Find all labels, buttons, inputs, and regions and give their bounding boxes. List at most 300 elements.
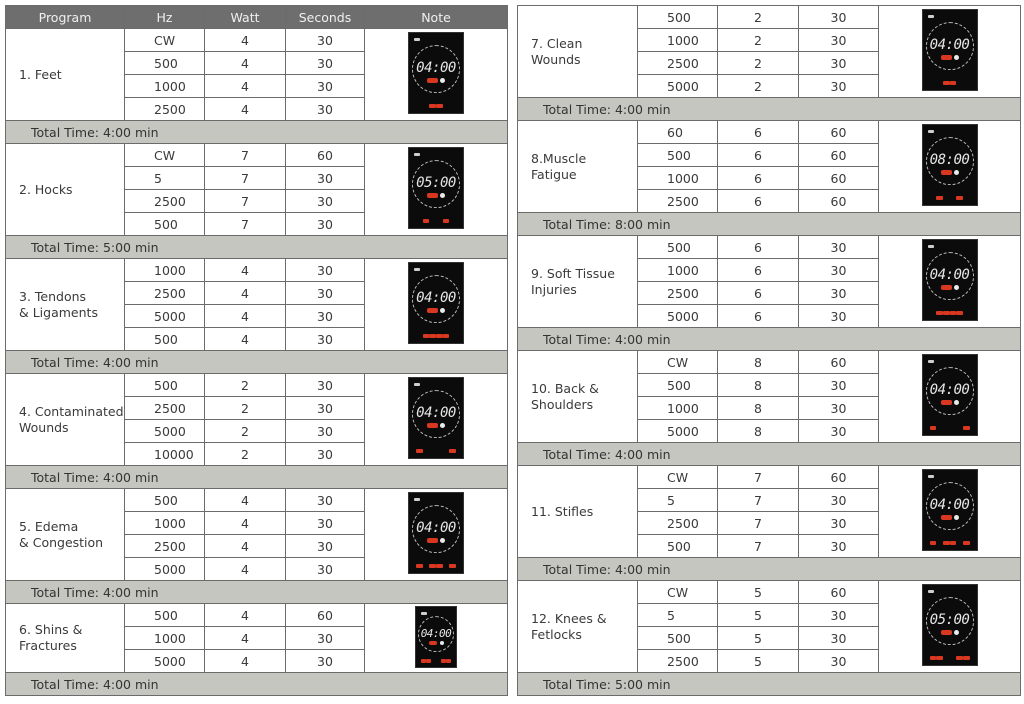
hz-cell: 1000 xyxy=(638,397,718,420)
note-cell xyxy=(365,604,508,673)
note-cell xyxy=(879,466,1021,558)
hz-cell: 2500 xyxy=(638,650,718,673)
seconds-cell: 30 xyxy=(799,52,879,75)
gear-icon xyxy=(954,515,959,520)
program-name-cell xyxy=(6,144,125,236)
led-indicator-icon xyxy=(449,449,456,453)
led-indicator-icon xyxy=(936,81,943,85)
mode-indicator-icon xyxy=(941,55,952,60)
total-time-label: Total Time: 4:00 min xyxy=(518,558,1021,581)
watt-cell: 4 xyxy=(205,627,286,650)
program-name-line: 9. Soft Tissue xyxy=(531,265,615,281)
display-time: 04:00 xyxy=(929,497,970,513)
display-time: 04:00 xyxy=(929,382,970,398)
table-row xyxy=(518,351,1021,374)
led-indicator-icon xyxy=(429,104,436,108)
hz-cell: 10000 xyxy=(125,443,205,466)
led-indicator-icon xyxy=(956,656,963,660)
seconds-cell: 30 xyxy=(286,443,365,466)
seconds-cell: 30 xyxy=(286,75,365,98)
led-indicator-icon xyxy=(436,104,443,108)
device-display-image xyxy=(408,377,464,459)
battery-icon xyxy=(414,268,420,271)
mode-indicator-icon xyxy=(427,78,438,83)
program-name-line: & Congestion xyxy=(19,534,104,550)
program-name-cell xyxy=(518,351,638,443)
watt-cell: 4 xyxy=(205,282,286,305)
watt-cell: 5 xyxy=(718,627,799,650)
note-cell xyxy=(365,374,508,466)
mode-indicator-icon xyxy=(941,285,952,290)
seconds-cell: 30 xyxy=(799,6,879,29)
led-indicator-icon xyxy=(936,656,943,660)
note-cell xyxy=(879,236,1021,328)
watt-cell: 6 xyxy=(718,167,799,190)
program-name-line: Wounds xyxy=(531,51,581,67)
led-indicator-icon xyxy=(449,219,456,223)
note-cell xyxy=(365,29,508,121)
hz-cell: 60 xyxy=(638,121,718,144)
watt-cell: 4 xyxy=(205,75,286,98)
program-name-line: 11. Stifles xyxy=(531,503,594,519)
program-name-cell xyxy=(518,6,638,98)
hz-cell: 1000 xyxy=(125,512,205,535)
total-time-label: Total Time: 5:00 min xyxy=(518,673,1021,696)
hz-cell: 2500 xyxy=(125,98,205,121)
led-indicator-icon xyxy=(429,219,436,223)
mode-indicator-icon xyxy=(427,538,438,543)
led-indicator-icon xyxy=(930,81,937,85)
battery-icon xyxy=(414,498,420,501)
program-name-line: 1. Feet xyxy=(19,66,62,82)
device-display-image xyxy=(408,32,464,114)
watt-cell: 5 xyxy=(718,581,799,604)
seconds-cell: 60 xyxy=(286,144,365,167)
total-time-row xyxy=(6,236,508,259)
led-indicator-icon xyxy=(950,81,957,85)
led-indicator-row xyxy=(923,196,977,200)
led-indicator-icon xyxy=(943,541,950,545)
hz-cell: 5 xyxy=(638,489,718,512)
led-indicator-icon xyxy=(449,564,456,568)
total-time-label: Total Time: 4:00 min xyxy=(518,98,1021,121)
program-name-line: 2. Hocks xyxy=(19,181,73,197)
hz-cell: 500 xyxy=(638,6,718,29)
mode-indicator-icon xyxy=(941,515,952,520)
seconds-cell: 60 xyxy=(799,190,879,213)
led-indicator-icon xyxy=(950,541,957,545)
led-indicator-icon xyxy=(950,311,957,315)
device-display-image xyxy=(922,584,978,666)
watt-cell: 4 xyxy=(205,29,286,52)
display-time: 04:00 xyxy=(420,626,452,640)
led-indicator-icon xyxy=(436,564,443,568)
table-row xyxy=(518,466,1021,489)
led-indicator-icon xyxy=(963,656,970,660)
seconds-cell: 30 xyxy=(799,282,879,305)
seconds-cell: 60 xyxy=(286,604,365,627)
note-cell xyxy=(879,351,1021,443)
led-indicator-icon xyxy=(416,219,423,223)
seconds-cell: 30 xyxy=(286,52,365,75)
mode-indicator-icon xyxy=(941,400,952,405)
seconds-cell: 30 xyxy=(286,305,365,328)
watt-cell: 8 xyxy=(718,351,799,374)
seconds-cell: 30 xyxy=(286,512,365,535)
device-display-image xyxy=(408,147,464,229)
mode-indicator-icon xyxy=(429,641,437,645)
hz-cell: CW xyxy=(125,144,205,167)
program-name-line: 12. Knees & xyxy=(531,610,607,626)
led-indicator-icon xyxy=(956,426,963,430)
total-time-label: Total Time: 4:00 min xyxy=(6,466,508,489)
device-display-image xyxy=(408,492,464,574)
device-display-image xyxy=(922,239,978,321)
total-time-label: Total Time: 4:00 min xyxy=(518,328,1021,351)
gear-icon xyxy=(440,308,445,313)
led-indicator-icon xyxy=(963,196,970,200)
seconds-cell: 30 xyxy=(799,650,879,673)
total-time-label: Total Time: 4:00 min xyxy=(6,673,508,696)
total-time-label: Total Time: 4:00 min xyxy=(518,443,1021,466)
watt-cell: 6 xyxy=(718,305,799,328)
hz-cell: 5000 xyxy=(638,305,718,328)
watt-cell: 2 xyxy=(718,29,799,52)
display-time: 04:00 xyxy=(416,290,456,306)
watt-cell: 2 xyxy=(718,6,799,29)
watt-cell: 2 xyxy=(718,52,799,75)
watt-cell: 6 xyxy=(718,144,799,167)
seconds-cell: 30 xyxy=(799,489,879,512)
device-display-image xyxy=(415,606,457,668)
hz-cell: 500 xyxy=(125,604,205,627)
hz-cell: 500 xyxy=(125,52,205,75)
program-name-line: Shoulders xyxy=(531,396,594,412)
led-indicator-icon xyxy=(950,196,957,200)
hz-cell: 500 xyxy=(638,236,718,259)
hz-cell: 5000 xyxy=(125,305,205,328)
program-name-cell xyxy=(518,236,638,328)
seconds-cell: 30 xyxy=(799,259,879,282)
battery-icon xyxy=(928,360,934,363)
program-name-line: 7. Clean xyxy=(531,35,583,51)
total-time-row xyxy=(518,98,1021,121)
device-display-image xyxy=(922,124,978,206)
watt-cell: 4 xyxy=(205,52,286,75)
led-indicator-icon xyxy=(443,219,450,223)
led-indicator-icon xyxy=(446,659,451,663)
display-time: 04:00 xyxy=(416,520,456,536)
gear-icon xyxy=(954,170,959,175)
hz-cell: CW xyxy=(638,466,718,489)
total-time-row xyxy=(6,673,508,696)
hz-cell: 2500 xyxy=(638,52,718,75)
battery-icon xyxy=(414,383,420,386)
led-indicator-icon xyxy=(443,449,450,453)
watt-cell: 7 xyxy=(205,144,286,167)
note-cell xyxy=(365,489,508,581)
led-indicator-icon xyxy=(930,311,937,315)
gear-icon xyxy=(440,193,445,198)
hz-cell: 500 xyxy=(638,627,718,650)
program-name-cell xyxy=(6,29,125,121)
total-time-row xyxy=(6,121,508,144)
watt-cell: 7 xyxy=(205,213,286,236)
display-time: 04:00 xyxy=(929,267,970,283)
watt-cell: 8 xyxy=(718,420,799,443)
watt-cell: 7 xyxy=(205,167,286,190)
right-program-table xyxy=(517,5,1021,696)
hz-cell: 5000 xyxy=(125,558,205,581)
led-indicator-row xyxy=(409,104,463,108)
hz-cell: 5000 xyxy=(125,650,205,673)
hz-cell: 500 xyxy=(125,489,205,512)
total-time-row xyxy=(518,328,1021,351)
led-indicator-icon xyxy=(443,104,450,108)
program-name-line: Fatigue xyxy=(531,166,577,182)
hz-cell: 1000 xyxy=(125,75,205,98)
watt-cell: 4 xyxy=(205,98,286,121)
hz-cell: 2500 xyxy=(125,397,205,420)
seconds-cell: 30 xyxy=(286,282,365,305)
watt-cell: 2 xyxy=(718,75,799,98)
device-display-image xyxy=(922,9,978,91)
watt-cell: 2 xyxy=(205,374,286,397)
seconds-cell: 30 xyxy=(799,535,879,558)
header-hz: Hz xyxy=(125,6,205,29)
led-indicator-icon xyxy=(930,541,937,545)
seconds-cell: 60 xyxy=(799,121,879,144)
seconds-cell: 30 xyxy=(286,98,365,121)
table-row xyxy=(518,121,1021,144)
gear-icon xyxy=(954,285,959,290)
seconds-cell: 60 xyxy=(799,167,879,190)
hz-cell: 1000 xyxy=(638,29,718,52)
hz-cell: 5 xyxy=(638,604,718,627)
watt-cell: 4 xyxy=(205,489,286,512)
mode-indicator-icon xyxy=(427,423,438,428)
led-indicator-icon xyxy=(936,311,943,315)
watt-cell: 7 xyxy=(718,512,799,535)
watt-cell: 5 xyxy=(718,604,799,627)
hz-cell: 500 xyxy=(125,374,205,397)
led-indicator-row xyxy=(923,656,977,660)
program-name-line: 5. Edema xyxy=(19,518,79,534)
led-indicator-row xyxy=(923,311,977,315)
hz-cell: 500 xyxy=(125,328,205,351)
total-time-label: Total Time: 4:00 min xyxy=(6,351,508,374)
table-row xyxy=(518,236,1021,259)
program-name-cell xyxy=(6,259,125,351)
display-time: 04:00 xyxy=(416,405,456,421)
led-indicator-icon xyxy=(429,564,436,568)
watt-cell: 7 xyxy=(718,535,799,558)
program-name-line: 10. Back & xyxy=(531,380,599,396)
watt-cell: 6 xyxy=(718,236,799,259)
battery-icon xyxy=(928,590,934,593)
seconds-cell: 30 xyxy=(286,328,365,351)
led-indicator-icon xyxy=(963,541,970,545)
display-time: 08:00 xyxy=(929,152,970,168)
watt-cell: 4 xyxy=(205,650,286,673)
watt-cell: 4 xyxy=(205,305,286,328)
table-row xyxy=(6,29,508,52)
program-name-line: 6. Shins & xyxy=(19,622,83,637)
gear-icon xyxy=(440,78,445,83)
seconds-cell: 30 xyxy=(286,558,365,581)
led-indicator-row xyxy=(923,81,977,85)
program-name-line: 8.Muscle xyxy=(531,150,587,166)
seconds-cell: 30 xyxy=(286,374,365,397)
table-row xyxy=(6,259,508,282)
battery-icon xyxy=(928,15,934,18)
hz-cell: 2500 xyxy=(638,190,718,213)
watt-cell: 7 xyxy=(718,489,799,512)
watt-cell: 2 xyxy=(205,443,286,466)
gear-icon xyxy=(440,538,445,543)
program-name-cell xyxy=(6,374,125,466)
total-time-label: Total Time: 4:00 min xyxy=(6,121,508,144)
seconds-cell: 30 xyxy=(286,259,365,282)
seconds-cell: 30 xyxy=(286,489,365,512)
watt-cell: 7 xyxy=(205,190,286,213)
mode-indicator-icon xyxy=(941,630,952,635)
led-indicator-icon xyxy=(436,449,443,453)
seconds-cell: 30 xyxy=(799,420,879,443)
led-indicator-icon xyxy=(429,334,436,338)
led-indicator-icon xyxy=(416,104,423,108)
led-indicator-row xyxy=(409,334,463,338)
hz-cell: 500 xyxy=(638,535,718,558)
seconds-cell: 30 xyxy=(799,627,879,650)
seconds-cell: 30 xyxy=(286,535,365,558)
note-cell xyxy=(879,581,1021,673)
seconds-cell: 30 xyxy=(799,397,879,420)
display-time: 04:00 xyxy=(416,60,456,76)
program-name-cell xyxy=(518,581,638,673)
led-indicator-icon xyxy=(943,81,950,85)
total-time-label: Total Time: 8:00 min xyxy=(518,213,1021,236)
led-indicator-icon xyxy=(956,196,963,200)
seconds-cell: 30 xyxy=(799,512,879,535)
total-time-row xyxy=(518,673,1021,696)
seconds-cell: 30 xyxy=(286,190,365,213)
led-indicator-icon xyxy=(423,449,430,453)
led-indicator-row xyxy=(409,564,463,568)
seconds-cell: 60 xyxy=(799,351,879,374)
header-watt: Watt xyxy=(205,6,286,29)
seconds-cell: 30 xyxy=(286,650,365,673)
watt-cell: 6 xyxy=(718,121,799,144)
led-indicator-icon xyxy=(936,541,943,545)
note-cell xyxy=(879,6,1021,98)
display-time: 04:00 xyxy=(929,37,970,53)
total-time-label: Total Time: 5:00 min xyxy=(6,236,508,259)
battery-icon xyxy=(414,38,420,41)
program-name-cell xyxy=(6,489,125,581)
led-indicator-icon xyxy=(436,334,443,338)
mode-indicator-icon xyxy=(427,193,438,198)
seconds-cell: 60 xyxy=(799,581,879,604)
watt-cell: 4 xyxy=(205,512,286,535)
led-indicator-icon xyxy=(963,311,970,315)
watt-cell: 2 xyxy=(205,397,286,420)
led-indicator-icon xyxy=(936,196,943,200)
battery-icon xyxy=(421,612,427,615)
gear-icon xyxy=(954,400,959,405)
hz-cell: CW xyxy=(125,29,205,52)
led-indicator-icon xyxy=(449,104,456,108)
left-program-table xyxy=(5,5,508,696)
led-indicator-row xyxy=(416,659,456,663)
watt-cell: 6 xyxy=(718,282,799,305)
table-header-row xyxy=(6,6,508,29)
hz-cell: 1000 xyxy=(125,627,205,650)
header-program: Program xyxy=(6,6,125,29)
led-indicator-icon xyxy=(943,311,950,315)
hz-cell: 2500 xyxy=(125,535,205,558)
gear-icon xyxy=(954,630,959,635)
hz-cell: 500 xyxy=(638,374,718,397)
hz-cell: 5 xyxy=(125,167,205,190)
led-indicator-icon xyxy=(943,426,950,430)
hz-cell: CW xyxy=(638,581,718,604)
seconds-cell: 30 xyxy=(799,75,879,98)
led-indicator-icon xyxy=(930,426,937,430)
battery-icon xyxy=(928,475,934,478)
mode-indicator-icon xyxy=(941,170,952,175)
watt-cell: 2 xyxy=(205,420,286,443)
battery-icon xyxy=(414,153,420,156)
seconds-cell: 30 xyxy=(799,374,879,397)
hz-cell: 500 xyxy=(638,144,718,167)
hz-cell: CW xyxy=(638,351,718,374)
led-indicator-icon xyxy=(423,334,430,338)
program-name-line: & Ligaments xyxy=(19,304,98,320)
seconds-cell: 30 xyxy=(286,397,365,420)
led-indicator-icon xyxy=(423,219,430,223)
program-name-cell xyxy=(6,604,125,673)
hz-cell: 5000 xyxy=(638,75,718,98)
hz-cell: 2500 xyxy=(638,512,718,535)
table-row xyxy=(518,581,1021,604)
program-name-cell xyxy=(518,466,638,558)
table-row xyxy=(6,489,508,512)
note-cell xyxy=(365,144,508,236)
program-name-line: Fractures xyxy=(19,638,77,653)
program-name-line: Wounds xyxy=(19,419,69,435)
device-display-image xyxy=(922,469,978,551)
total-time-row xyxy=(6,466,508,489)
led-indicator-icon xyxy=(930,196,937,200)
led-indicator-icon xyxy=(423,104,430,108)
note-cell xyxy=(879,121,1021,213)
led-indicator-icon xyxy=(943,196,950,200)
watt-cell: 6 xyxy=(718,259,799,282)
hz-cell: 500 xyxy=(125,213,205,236)
watt-cell: 4 xyxy=(205,558,286,581)
total-time-row xyxy=(518,558,1021,581)
hz-cell: 5000 xyxy=(638,420,718,443)
hz-cell: 1000 xyxy=(638,167,718,190)
led-indicator-icon xyxy=(936,426,943,430)
hz-cell: 1000 xyxy=(125,259,205,282)
mode-indicator-icon xyxy=(427,308,438,313)
seconds-cell: 60 xyxy=(799,144,879,167)
hz-cell: 1000 xyxy=(638,259,718,282)
total-time-label: Total Time: 4:00 min xyxy=(6,581,508,604)
device-display-image xyxy=(922,354,978,436)
